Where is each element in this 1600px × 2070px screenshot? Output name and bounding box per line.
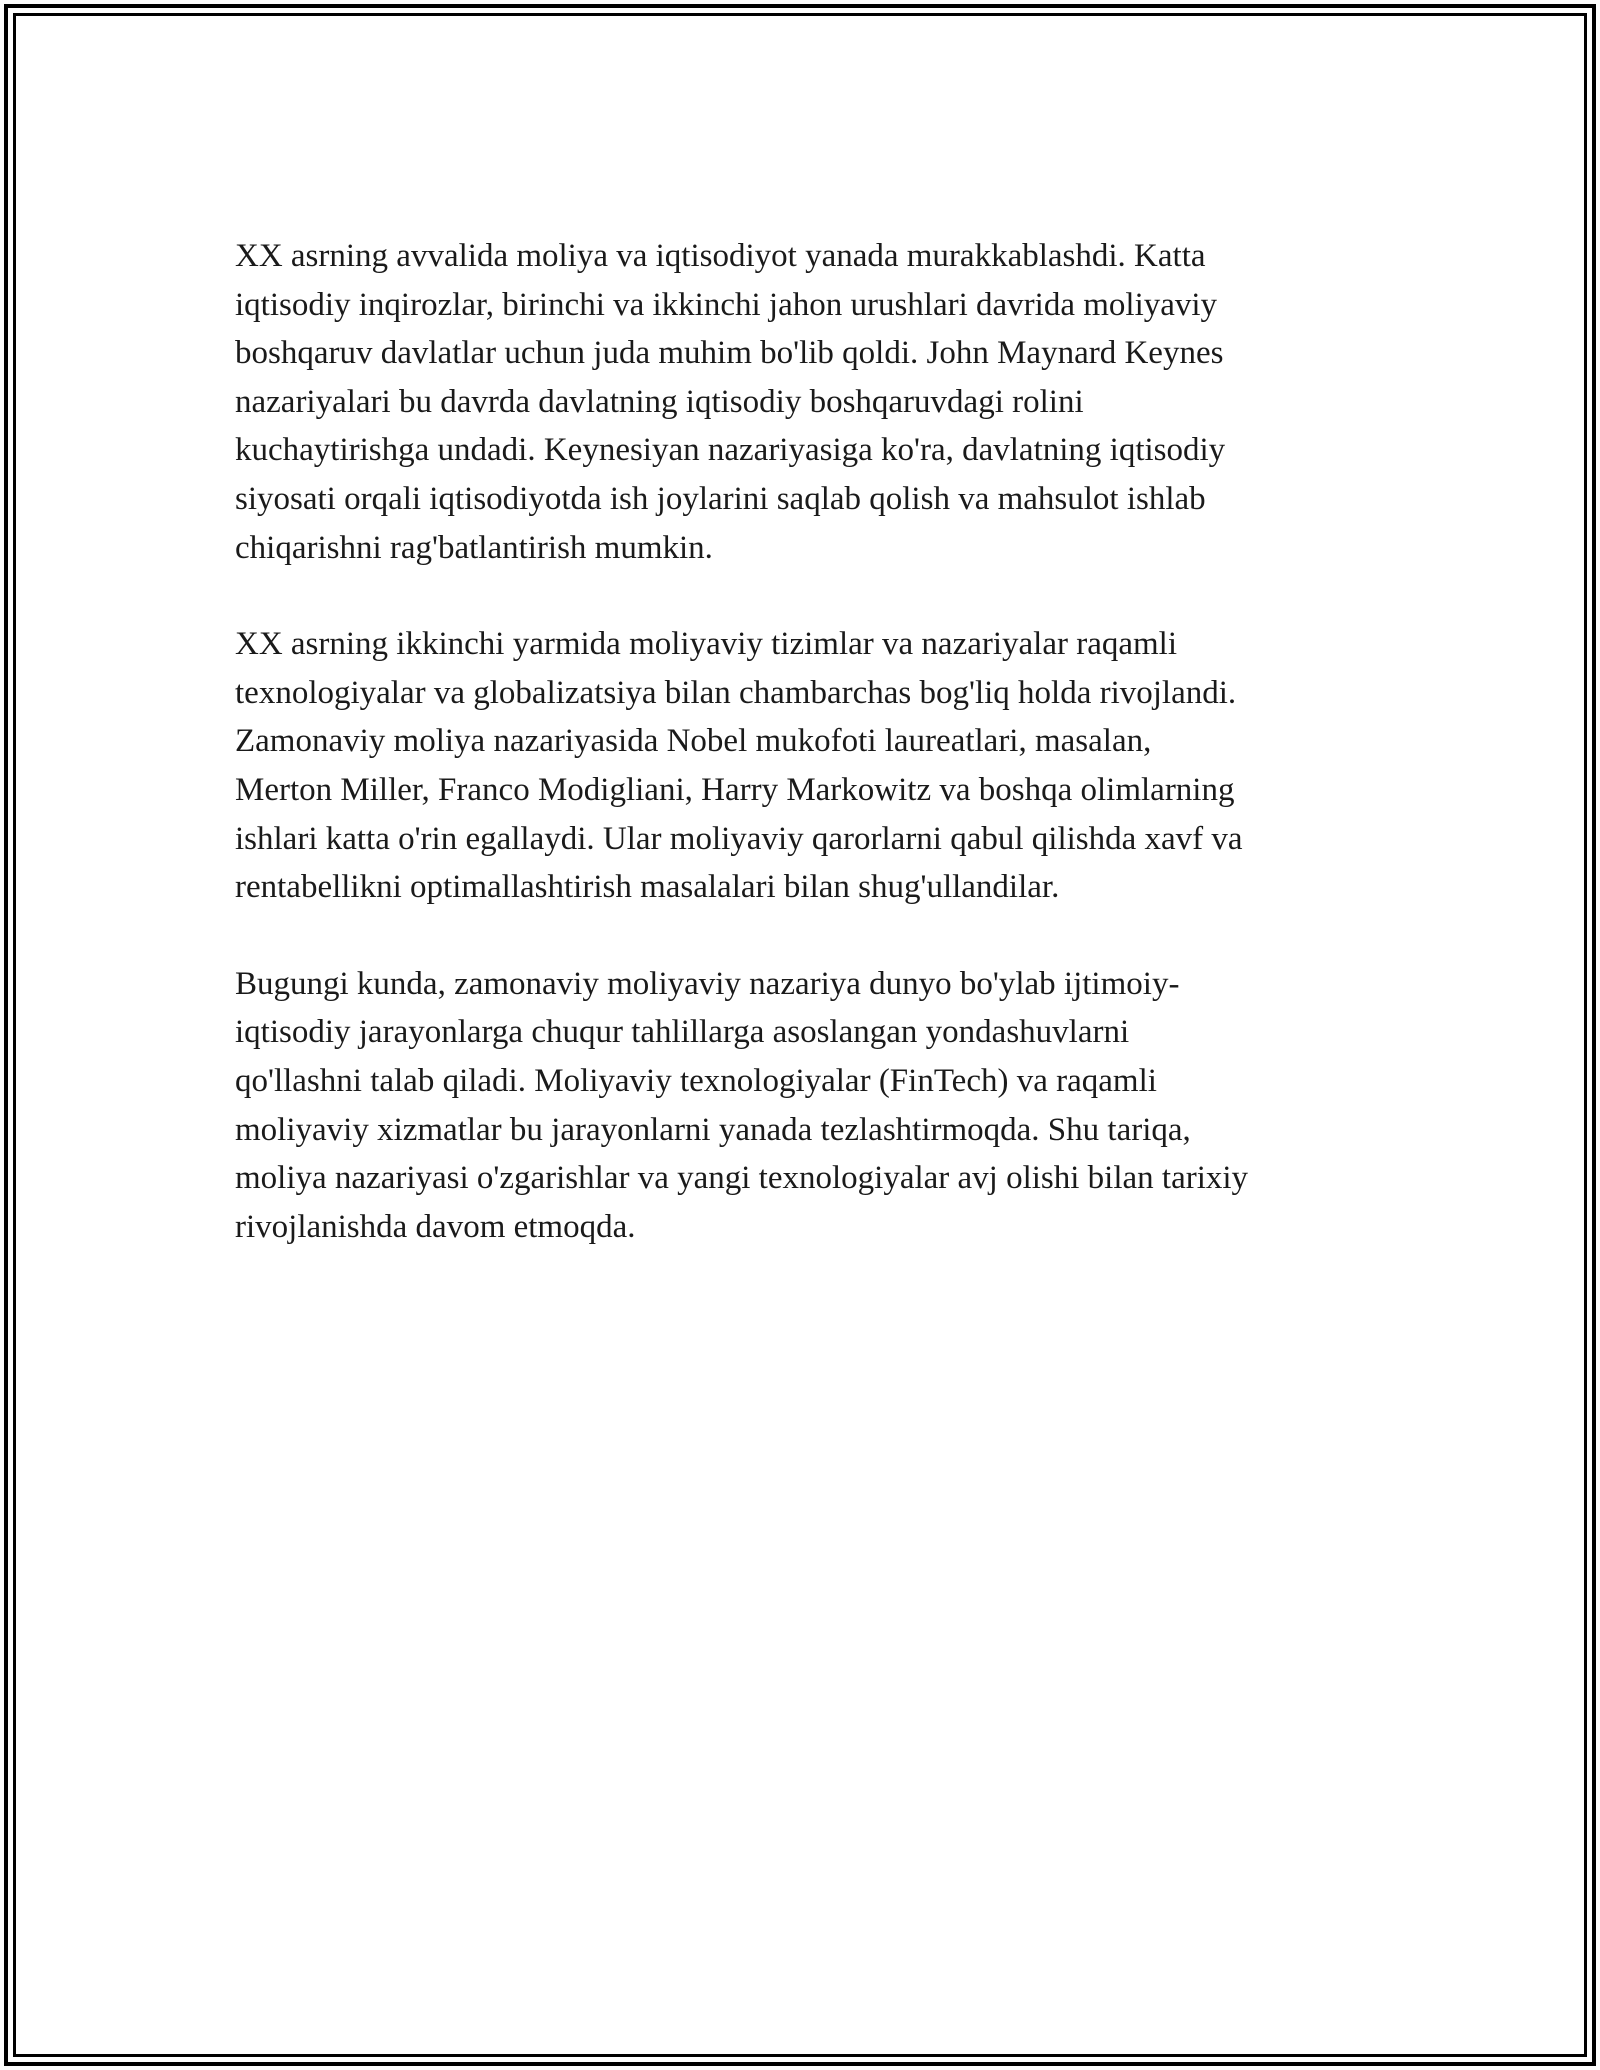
paragraph-3: Bugungi kunda, zamonaviy moliyaviy nazariya dunyo bo'ylab ijtimoiy- iqtisodiy jarayonlarga chuqur tahlillarga asoslangan yondashuvlarni qo'llashni talab qiladi. Moliyaviy texnologiyalar (FinTech) va raqamli moliyaviy xizmatlar bu jarayonlarni yanada tezlashtirmoqda. Shu tariqa, moliya nazariyasi o'zgarishlar va yangi texnologiyalar avj olishi bilan tarixiy rivojlanishda davom etmoqda. [235,965,1249,1245]
document-body [235,232,1375,1299]
paragraph-1: XX asrning avvalida moliya va iqtisodiyot yanada murakkablashdi. Katta iqtisodiy inqirozlar, birinchi va ikkinchi jahon urushlari davrida moliyaviy boshqaruv davlatlar uchun juda muhim bo'lib qoldi. John Maynard Keynes nazariyalari bu davrda davlatning iqtisodiy boshqaruvdagi rolini kuchaytirishga undadi. Keynesiyan nazariyasiga ko'ra, davlatning iqtisodiy siyosati orqali iqtisodiyotda ish joylarini saqlab qolish va mahsulot ishlab chiqarishni rag'batlantirish mumkin. [235,238,1226,566]
paragraph-2: XX asrning ikkinchi yarmida moliyaviy tizimlar va nazariyalar raqamli texnologiyalar va globalizatsiya bilan chambarchas bog'liq holda rivojlandi. Zamonaviy moliya nazariyasida Nobel mukofoti laureatlari, masalan, Merton Miller, Franco Modigliani, Harry Markowitz va boshqa olimlarning ishlari katta o'rin egallaydi. Ular moliyaviy qarorlarni qabul qilishda xavf va rentabellikni optimallashtirish masalalari bilan shug'ullandilar. [235,626,1243,906]
